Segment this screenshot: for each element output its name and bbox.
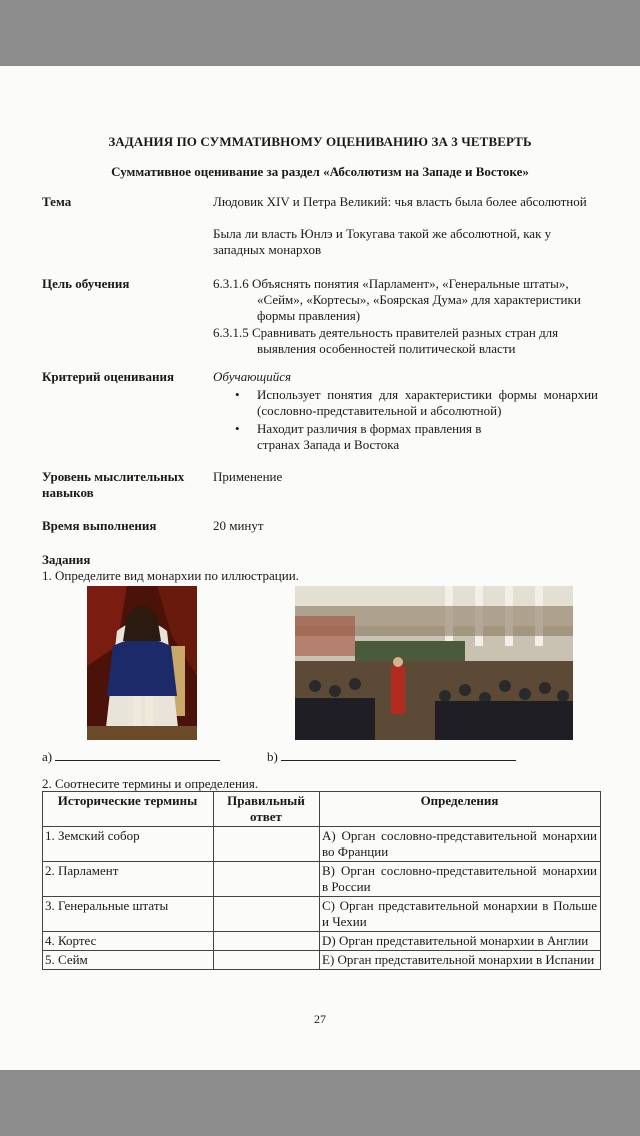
table-row — [43, 932, 601, 951]
page-number: 27 — [314, 1012, 326, 1026]
viewer-top-bar — [0, 0, 640, 66]
table-header: Исторические термины — [43, 792, 214, 827]
theme-value-1: Людовик XIV и Петра Великий: чья власть была более абсолютной — [213, 194, 587, 209]
criteria-item — [235, 421, 517, 453]
answer-cell[interactable] — [214, 951, 320, 970]
tasks-heading: Задания — [42, 552, 91, 567]
answer-b-blank[interactable] — [281, 748, 516, 761]
criteria-item — [235, 387, 598, 419]
viewer-bottom-bar — [0, 1070, 640, 1136]
definition-cell: A) Орган сословно-представительной монархии во Франции — [320, 827, 601, 862]
term-cell: 1. Земский собор — [43, 827, 214, 862]
definition-cell: E) Орган представительной монархии в Испании — [320, 951, 601, 970]
answer-cell[interactable] — [214, 932, 320, 951]
criteria-block — [213, 369, 598, 455]
goal-label: Цель обучения — [42, 276, 130, 291]
answer-a-blank[interactable] — [55, 748, 220, 761]
bullet-icon: • — [235, 421, 240, 436]
table-header-row — [43, 792, 601, 827]
definition-cell: D) Орган представительной монархии в Англии — [320, 932, 601, 951]
answer-b-label: b) — [267, 749, 278, 764]
term-cell: 5. Сейм — [43, 951, 214, 970]
answer-cell[interactable] — [214, 827, 320, 862]
goal-item-1: 6.3.1.6 Объяснять понятия «Парламент», «Генеральные штаты», «Сейм», «Кортесы», «Боярская Дума» для характеристики формы правления) — [213, 276, 581, 323]
table-row — [43, 951, 601, 970]
level-label: Уровень мыслительных навыков — [42, 469, 185, 500]
term-cell: 3. Генеральные штаты — [43, 897, 214, 932]
answer-cell[interactable] — [214, 897, 320, 932]
definition-cell: C) Орган представительной монархии в Польше и Чехии — [320, 897, 601, 932]
answer-cell[interactable] — [214, 862, 320, 897]
criteria-list — [213, 387, 598, 453]
task-1-prompt: 1. Определите вид монархии по иллюстрации. — [42, 568, 299, 583]
criteria-intro: Обучающийся — [213, 369, 292, 384]
term-cell: 4. Кортес — [43, 932, 214, 951]
louis-xiv-portrait-image — [87, 586, 197, 740]
page-title: ЗАДАНИЯ ПО СУММАТИВНОМУ ОЦЕНИВАНИЮ ЗА 3 ЧЕТВЕРТЬ — [108, 134, 532, 149]
estates-general-painting-image — [295, 586, 573, 740]
level-value: Применение — [213, 469, 283, 484]
criteria-label: Критерий оценивания — [42, 369, 175, 384]
document-page — [0, 66, 640, 1070]
term-cell: 2. Парламент — [43, 862, 214, 897]
theme-value-2: Была ли власть Юнлэ и Токугава такой же абсолютной, как у западных монархов — [213, 226, 552, 257]
table-row — [43, 897, 601, 932]
table-row — [43, 862, 601, 897]
time-value: 20 минут — [213, 518, 264, 533]
table-header: Определения — [320, 792, 601, 827]
definition-cell: B) Орган сословно-представительной монархии в России — [320, 862, 601, 897]
theme-label: Тема — [42, 194, 72, 209]
answer-a — [42, 748, 220, 765]
terms-table — [42, 791, 601, 970]
task-2-prompt: 2. Соотнесите термины и определения. — [42, 776, 259, 791]
table-row — [43, 827, 601, 862]
answer-a-label: a) — [42, 749, 53, 764]
criteria-text: Использует понятия для характеристики формы монархии (сословно-представительной и абсолютной) — [257, 387, 598, 418]
time-label: Время выполнения — [42, 518, 157, 533]
page-subtitle: Суммативное оценивание за раздел «Абсолютизм на Западе и Востоке» — [111, 164, 529, 179]
table-header: Правильный ответ — [214, 792, 320, 827]
answer-b — [267, 748, 516, 765]
goal-item-2: 6.3.1.5 Сравнивать деятельность правителей разных стран для выявления особенностей политической власти — [213, 325, 559, 356]
bullet-icon: • — [235, 387, 240, 402]
criteria-text: Находит различия в формах правления в странах Запада и Востока — [257, 421, 482, 452]
